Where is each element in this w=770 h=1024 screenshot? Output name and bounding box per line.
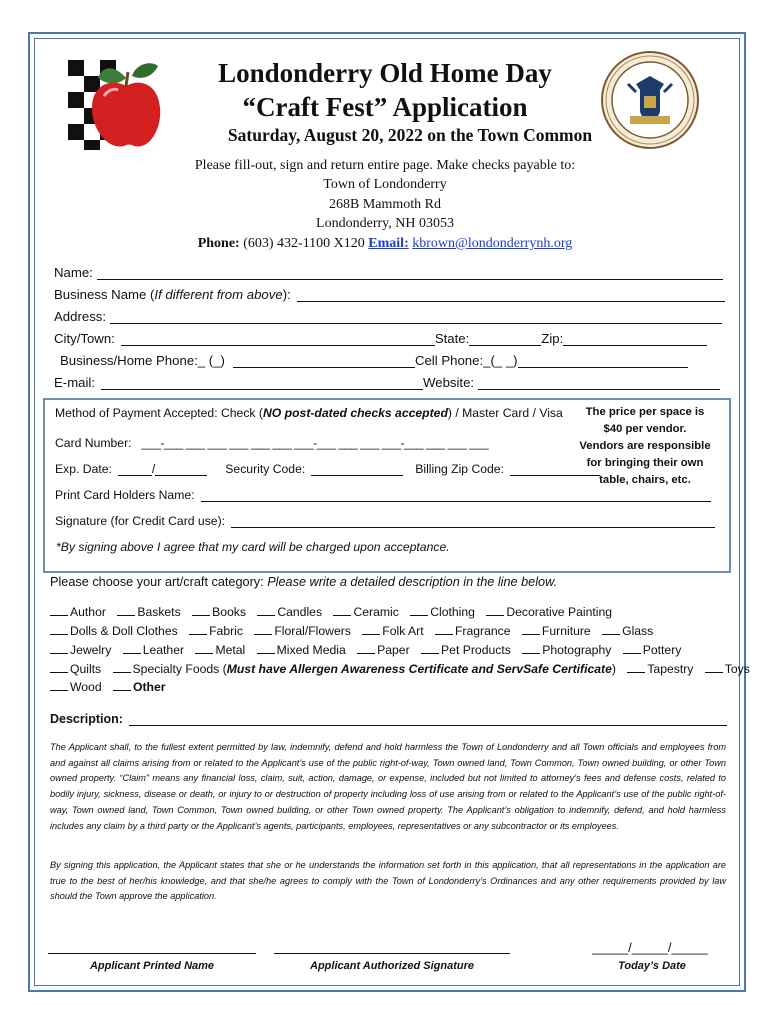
card-signature-label: Signature (for Credit Card use): [55, 514, 226, 528]
instructions-text: Please fill-out, sign and return entire page. Make checks payable to: [194, 158, 576, 173]
description-label: Description: [50, 712, 123, 726]
security-code-label: Security Code: [225, 462, 306, 476]
category-clothing[interactable]: Clothing [410, 604, 475, 619]
cell-phone-field[interactable] [518, 354, 688, 368]
price-note-line: $40 per vendor. [603, 423, 687, 435]
category-pottery[interactable]: Pottery [623, 642, 682, 657]
category-fragrance[interactable]: Fragrance [435, 623, 511, 638]
printed-name-field[interactable] [48, 953, 256, 954]
phone-value: (603) 432-1100 X120 [243, 236, 365, 251]
card-holder-label: Print Card Holders Name: [55, 488, 195, 502]
category-fabric[interactable]: Fabric [189, 623, 243, 638]
payment-method-options: ) / Master Card / Visa [447, 406, 563, 420]
card-signature-row [55, 514, 715, 528]
payee-city: Londonderry, NH 03053 [316, 216, 454, 231]
category-metal[interactable]: Metal [195, 642, 245, 657]
payment-method-row [55, 406, 563, 420]
category-baskets[interactable]: Baskets [117, 604, 180, 619]
representation-paragraph: By signing this application, the Applicant states that she or he understands the information set forth in this application, that all representations in the application are true to the best of her/his knowledge, and that she/he agrees to comply with the Town of Londonderry’s Ordinances and any other requirements provided by law should the Town approve the application. [50, 860, 726, 902]
specialty-foods-requirement: Must have Allergen Awareness Certificate and ServSafe Certificate [226, 662, 612, 676]
card-holder-field[interactable] [201, 488, 711, 502]
category-row-5 [50, 679, 174, 694]
page-title-secondary: “Craft Fest” Application [242, 92, 528, 122]
contact-line [120, 234, 650, 254]
category-books[interactable]: Books [192, 604, 246, 619]
category-specialty-foods[interactable]: Specialty Foods (Must have Allergen Awareness Certificate and ServSafe Certificate) [113, 661, 616, 676]
state-label: State: [434, 331, 470, 346]
category-toys[interactable]: Toys [705, 661, 750, 676]
payment-method-label: Method of Payment Accepted: Check ( [55, 406, 263, 420]
category-prompt [50, 575, 557, 589]
business-name-row [54, 282, 725, 302]
phone-label: Phone: [197, 236, 240, 251]
business-name-label: Business Name ( [54, 287, 155, 302]
category-row-4 [50, 661, 758, 676]
payee-street: 268B Mammoth Rd [328, 197, 441, 212]
category-glass[interactable]: Glass [602, 623, 653, 638]
category-dolls[interactable]: Dolls & Doll Clothes [50, 623, 178, 638]
phone-row [60, 348, 688, 368]
category-prompt-text: Please choose your art/craft category: [50, 575, 268, 589]
website-label: Website: [423, 375, 475, 390]
category-jewelry[interactable]: Jewelry [50, 642, 111, 657]
category-other[interactable]: Other [113, 679, 166, 694]
address-row [54, 304, 722, 324]
city-label: City/Town: [54, 331, 115, 346]
exp-date-label: Exp. Date: [55, 462, 112, 476]
zip-field[interactable] [563, 332, 707, 346]
zip-label: Zip: [541, 331, 564, 346]
address-field[interactable] [110, 310, 722, 324]
page-title: Londonderry Old Home Day [218, 58, 552, 88]
email-link[interactable]: kbrown@londonderrynh.org [412, 236, 573, 251]
city-state-zip-row [54, 326, 707, 346]
category-quilts[interactable]: Quilts [50, 661, 101, 676]
category-prompt-italic: Please write a detailed description in the line below. [267, 575, 558, 589]
category-wood[interactable]: Wood [50, 679, 102, 694]
exp-year-field[interactable] [155, 462, 207, 476]
price-note-line: table, chairs, etc. [599, 474, 691, 486]
category-paper[interactable]: Paper [357, 642, 410, 657]
category-leather[interactable]: Leather [123, 642, 184, 657]
name-label: Name: [54, 265, 93, 280]
card-number-row [55, 436, 488, 450]
business-name-field[interactable] [297, 288, 725, 302]
exp-date-separator: / [151, 462, 156, 476]
card-holder-row [55, 488, 711, 502]
address-label: Address: [54, 309, 107, 324]
category-author[interactable]: Author [50, 604, 106, 619]
email-field-label: E-mail: [54, 375, 96, 390]
card-signature-field[interactable] [231, 514, 715, 528]
category-photography[interactable]: Photography [522, 642, 611, 657]
event-date-subtitle: Saturday, August 20, 2022 on the Town Common [227, 125, 593, 145]
price-note-line: for bringing their own [586, 457, 704, 469]
consent-notice: *By signing above I agree that my card will be charged upon acceptance. [56, 540, 450, 554]
email-website-row [54, 370, 720, 390]
authorized-signature-field[interactable] [274, 953, 510, 954]
business-name-note: If different from above [154, 287, 283, 302]
business-phone-label: Business/Home Phone:_ (_) [60, 353, 225, 368]
no-postdated-notice: NO post-dated checks accepted [262, 406, 448, 420]
email-field[interactable] [101, 376, 423, 390]
date-label: Today’s Date [618, 960, 686, 972]
category-row-3 [50, 642, 689, 657]
price-note [570, 404, 720, 489]
category-floral[interactable]: Floral/Flowers [254, 623, 351, 638]
apple-logo [64, 56, 164, 152]
city-field[interactable] [121, 332, 435, 346]
name-row [54, 260, 723, 280]
business-name-label-end: ): [282, 287, 291, 302]
printed-name-label: Applicant Printed Name [89, 960, 215, 972]
exp-month-field[interactable] [118, 462, 152, 476]
category-folk-art[interactable]: Folk Art [362, 623, 423, 638]
price-note-line: Vendors are responsible [579, 440, 711, 452]
card-number-field[interactable]: ___-___ ___ ___ ___ ___ ___ ___-___ ___ ___ ___-___ ___ ___ ___ [141, 436, 489, 450]
security-code-field[interactable] [311, 462, 403, 476]
category-decorative-painting[interactable]: Decorative Painting [486, 604, 612, 619]
price-note-line: The price per space is [585, 406, 705, 418]
description-row [50, 712, 727, 726]
billing-zip-label: Billing Zip Code: [415, 462, 504, 476]
website-field[interactable] [478, 376, 720, 390]
date-field[interactable]: _____/_____/_____ [592, 940, 708, 955]
category-ceramic[interactable]: Ceramic [333, 604, 398, 619]
category-tapestry[interactable]: Tapestry [627, 661, 693, 676]
card-details-row [55, 462, 600, 476]
cell-phone-label: Cell Phone:_(_ _) [414, 353, 518, 368]
email-label: Email: [368, 236, 409, 251]
authorized-signature-label: Applicant Authorized Signature [310, 960, 474, 972]
category-row-1 [50, 604, 620, 619]
category-pet-products[interactable]: Pet Products [421, 642, 511, 657]
category-mixed-media[interactable]: Mixed Media [257, 642, 346, 657]
indemnity-paragraph: The Applicant shall, to the fullest extent permitted by law, indemnify, defend and hold harmless the Town of Londonderry and all Town officials and employees from and against all claims arising from or related to the Applicant’s use of the public right-of-way, Town owned land, Town Common, Town owned building, or other Town owned property. “Claim” means any financial loss, claim, suit, action, damage, or expense, included but not limited to attorney’s fees and defense costs, related to bodily injury, sickness, disease or death, or injury to or destruction of property including loss of use arising from or related to the Applicant’s use of the public right-of-way, Town owned land, Town Common, Town owned building, or other Town owned property. The Applicant’s obligation to indemnify, defend, and hold harmless includes any claim by a third party or the Applicant’s agents, participants, employees, representatives or any subcontractor or its employees. [50, 742, 726, 831]
category-row-2 [50, 623, 661, 638]
description-field[interactable] [129, 712, 727, 726]
name-field[interactable] [97, 266, 723, 280]
category-candles[interactable]: Candles [257, 604, 322, 619]
category-furniture[interactable]: Furniture [522, 623, 591, 638]
state-field[interactable] [469, 332, 541, 346]
card-number-label: Card Number: [55, 436, 132, 450]
business-phone-field[interactable] [233, 354, 415, 368]
payee-name: Town of Londonderry [323, 177, 447, 192]
